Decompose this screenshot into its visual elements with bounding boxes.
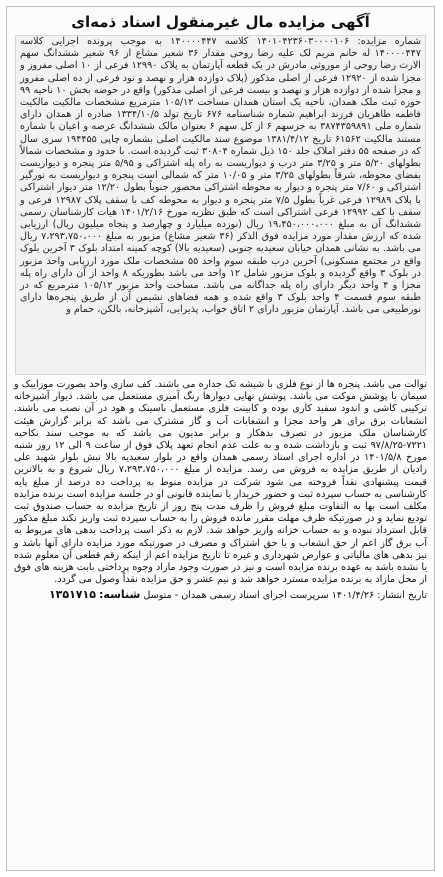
auction-notice: [6, 6, 435, 871]
notice-photo-section: [15, 35, 426, 375]
publish-line: تاریخ انتشار: ۱۴۰۱/۴/۲۶ سرپرست اجرای اسناد رسمی همدان - متوسل: [143, 590, 427, 602]
notice-paragraph-bottom: توالت می باشد. پنجره ها از نوع فلزی با شیشه تک جداره می باشند. کف سازی واحد بصورت موزاییک و سیمان با پوشش موکت می باشد. پوشش نهایی دیوارها رنگ آمیزی مستعمل می باشد. دیوار آشپزخانه ترکیبی کاشی و اندود سفید کاری بوده و کابینت فلزی مستعمل باسینک و هود در آن نصب می باشند. انشعابات برق برای هر واحد مجزا و انشعابات آب و گاز مشترک می باشد که برابر گزارش هیئت کارشناسان ملک مزبور در تصرف بدهکار و برابر مدیون می باشد که به موجب سند نکاحیه ۷۲۲۱-۹۷/۸/۲۵ ثبت و بازداشت شده و به علت عدم انجام تعهد پلاک فوق از ساعت ۹ الی ۱۲ روز شنبه مورخ ۱۴۰۱/۵/۸ در اداره اجرای اسناد رسمی همدان واقع در بلوار سعیدیه بالا نبش بلوار شهید علی زادیان از طریق مزایده به فروش می رسد. مزایده از مبلغ ۷،۲۹۳،۷۵۰،۰۰۰ ریال شروع و به بالاترین قیمت پیشنهادی نقداً فروخته می شود شرکت در مزایده منوط به پرداخت ده درصد از مبلغ پایه کارشناسی به حساب سپرده ثبت و حضور خریدار یا نماینده قانونی او در جلسه مزایده است برنده مزایده مکلف است بها به التفاوت مبلغ فروش را ظرف مدت پنج روز از تاریخ مزایده به حساب صندوق ثبت تودیع نماید و در صورتیکه ظرف مهلت مقرر مانده فروش را به حساب سپرده ثبت واریز نکند مبلغ مذکور قابل استرداد نبوده و به حساب خزانه واریز خواهد شد. لازم به ذکر است پرداخت بدهی های مربوط به آب برق گاز اعم از حق انشعاب و یا حق اشتراک و مصرف در صورتیکه مورد مزایده دارای آنها باشد و نیز بدهی های مالیاتی و عوارض شهرداری و غیره تا تاریخ مزایده اعم از اینکه رقم قطعی آن معلوم شده یا نشده باشد به عهده برنده مزایده است و نیز در صورت وجود مازاد وجوه پرداختی بابت هزینه های فوق از محل مازاد به برنده مزایده مسترد خواهد شد و نیم عشر و حق مزایده نقداً وصول می گردد.: [14, 379, 427, 586]
code-label: شناسه:: [99, 588, 141, 602]
code-value: ۱۳۵۱۷۱۵: [48, 588, 96, 602]
notice-paragraph-top: شماره مزایده: ۱۴۰۱۰۴۲۳۶۰۳۰۰۰۰۱۰۶ کلاسه ۱۴۰۰۰۰۴۴۷ به موجب پرونده اجرایی کلاسه ۱۴۰۰۰۰۴۴۷ له خانم مریم لک علیه رضا روحی مقدار ۳۶ شعیر مشاع از ۹۶ شعیر ششدانگ سهم الارث رضا روحی از موروثی مادرش در یک قطعه آپارتمان به پلاک ۱۲۹۹۰ فرعی از ۱۰ اصلی مفروز و مجزا شده از ۱۲۹۲۰ فرعی از اصلی مذکور (پلاک دوازده هزار و نهصد و نود فرعی از ده اصلی مفروز و مجزا شده از دوازده هزار و نهصد و بیست فرعی از اصلی مذکور) واقع در حوضه بخش ۱۰ ناحیه ۹۹ حوزه ثبت ملک همدان، ناحیه یک استان همدان مساحت ۱۰۵/۱۲ مترمربع مشخصات مالکیت مالکیت فاطمه طاهریان فرزند ابراهیم شماره شناسنامه ۶۷۶ تاریخ تولد ۱۳۳۴/۱۰/۵ صادره از همدان دارای شماره ملی ۳۸۷۴۳۵۹۸۹۱ به جزسهم ۶ از کل سهم ۶ بعنوان مالک ششدانگ عرصه و اعیان با شماره مستند مالکیت ۶۱۵۶۲ تاریخ ۱۳۸۱/۴/۱۲ موضوع سند مالکیت اصلی بشماره چاپی ۱۹۴۴۵۵ سری سال که در صفحه ۵۵ دفتر املاک جلد ۱۵۰ ذیل شماره ۳۰۸۰۴ ثبت گردیده است. با حدود و مشخصات شمالاً بطولهای ۵/۲۰ متر و ۳/۲۵ متر درب و دیواریست به راه پله اشتراکی و ۵/۹۵ متر پنجره و دیواریست بفضای محوطه، شرقاً بطولهای ۳/۲۵ متر و ۱۰/۰۵ متر که شمالی است پنجره و دیواریست به نورگیر اشتراکی و ۷/۶۰ متر پنجره و دیوار به محوطه اشتراکی محصور جنوباً بطول ۱۲/۲۰ متر دیوار اشتراکی با پلاک ۱۲۹۸۹ فرعی غرباً بطول ۷/۵ متر پنجره و دیوار به محوطه کف با سقف پلاک ۱۲۹۸۷ فرعی و سقف با کف ۱۲۹۹۲ فرعی اشتراکی است که طبق نظریه مورخ ۱۴۰۱/۲/۱۶ هیات کارشناسان رسمی ششدانگ آن به مبلغ ۱۹،۴۵۰،۰۰۰،۰۰۰ ریال (نوزده میلیارد و چهارصد و پنجاه میلیون ریال) ارزیابی شده که ارزش مقدار مورد مزایده فوق الذکر (۳۶ شعیر مشاع) مزبور به مبلغ ۷،۲۹۳،۷۵۰،۰۰۰ ریال می باشد. به نشانی همدان خیابان سعیدیه جنوبی (سعیدیه بالا) کوچه کمینه امتداد بلوک ۳ آخرین بلوک واقع در مجتمع مسکونی) آخرین درب طبقه سوم واحد ۵۵ مشخصات ملک مورد ارزیابی واحد مزبور در بلوک ۳ واقع گردیده و بلوک مزبور شامل ۱۲ واحد می باشد بطوریکه ۸ واحد از آن دارای راه پله مجزا و ۴ واحد دیگر دارای راه پله جداگانه می باشد. مساحت واحد مزبور ۱۰۵/۱۲ مترمربع که در طبقه سوم قسمت ۴ واحد بلوک ۳ واقع شده و همه فضاهای نشیمن آن از طریق پنجره‌ها دارای نورطبیعی می باشد. آپارتمان مزبور دارای ۲ اتاق خواب، پذیرایی، آشپزخانه، بالکن، حمام و: [20, 36, 422, 316]
notice-title: آگهی مزایده مال غیرمنقول اسناد ذمه‌ای: [71, 13, 370, 31]
notice-footer: [7, 586, 434, 602]
